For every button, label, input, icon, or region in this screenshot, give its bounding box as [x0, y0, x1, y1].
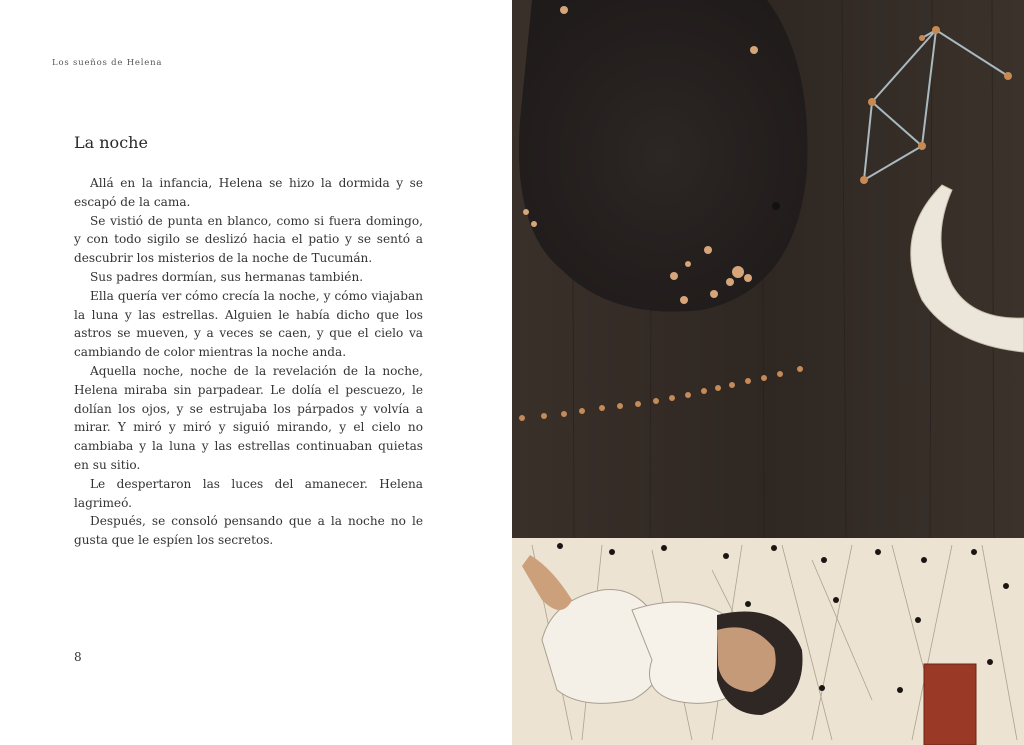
- illustration-page: [512, 0, 1024, 745]
- page-number: 8: [74, 650, 82, 664]
- dark-hole: [772, 202, 780, 210]
- paragraph: Sus padres dormían, sus hermanas también.: [90, 269, 364, 284]
- night-collage-illustration: [512, 0, 1024, 745]
- chapter-title: La noche: [74, 133, 148, 152]
- paragraph: Allá en la infancia, Helena se hizo la dormida y se escapó de la cama.: [74, 176, 423, 209]
- paragraph: Aquella noche, noche de la revelación de la noche, Helena miraba sin parpadear. Le dolía el pescuezo, le dolían los ojos, y se estrujaba los párpados y volvía a mirar. Y miró y miró y siguió mirando, y el cielo no cambiaba y la luna y las estrellas continuaban quietas en su sitio.: [74, 363, 423, 472]
- paragraph: Después, se consoló pensando que a la noche no le gusta que le espíen los secretos.: [74, 514, 423, 548]
- paragraph: Se vistió de punta en blanco, como si fuera domingo, y con todo sigilo se deslizó hacia el patio y se sentó a descubrir los misterios de la noche de Tucumán.: [74, 213, 423, 266]
- paragraph: Ella quería ver cómo crecía la noche, y cómo viajaban la luna y las estrellas. Alguien le había dicho que los astros se mueven, y a veces se caen, y que el cielo va cambiando de color mientras la noche anda.: [74, 288, 423, 360]
- paragraph: Le despertaron las luces del amanecer. Helena lagrimeó.: [74, 476, 423, 510]
- body-text: [74, 174, 423, 550]
- dark-planet-shape: [519, 0, 808, 312]
- running-head: Los sueños de Helena: [52, 58, 163, 68]
- red-block: [924, 664, 976, 745]
